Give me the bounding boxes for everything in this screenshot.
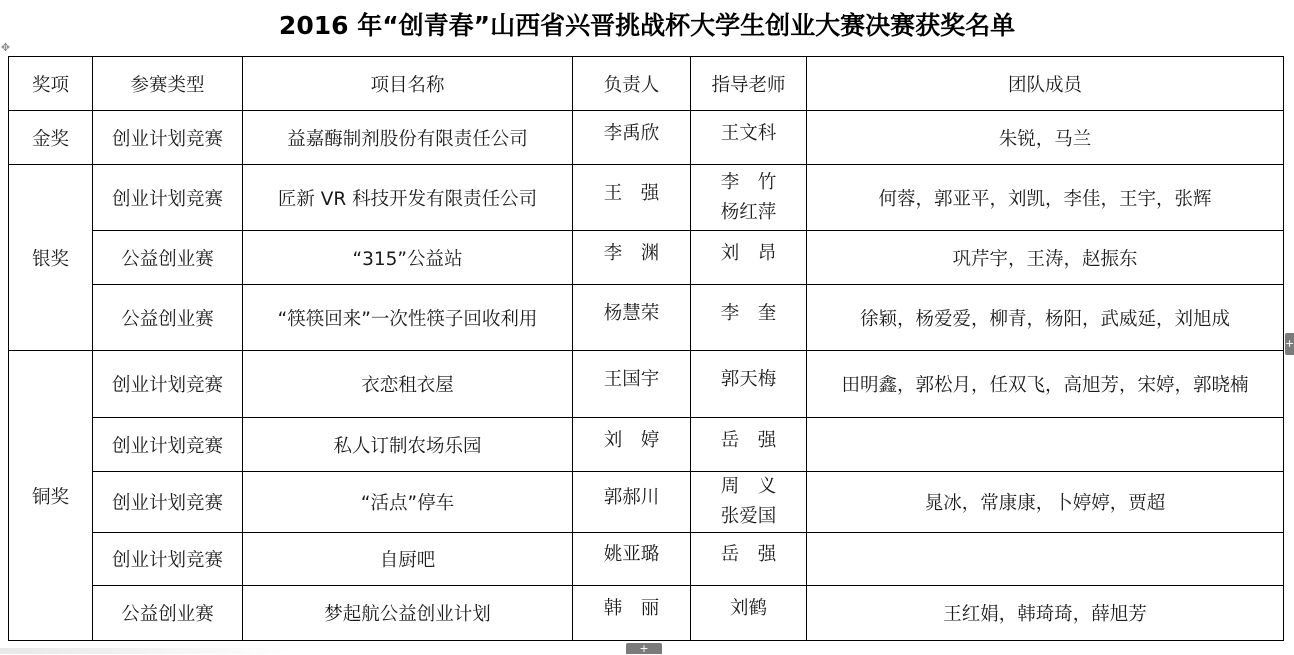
table-row: [9, 533, 1284, 586]
table-move-handle-icon[interactable]: ✥: [0, 41, 11, 54]
row-members: 徐颖，杨爱爱，柳青，杨阳，武威延，刘旭成: [807, 285, 1284, 351]
row-members: [807, 418, 1284, 472]
row-type: 公益创业赛: [93, 586, 243, 641]
leader-name: 李 渊: [603, 242, 660, 264]
advisor-name: 李 奎: [720, 302, 777, 324]
row-leader: [573, 111, 691, 165]
row-project: 梦起航公益创业计划: [243, 586, 573, 641]
row-type: 公益创业赛: [93, 231, 243, 285]
advisor-name-2: 杨红萍: [720, 201, 777, 223]
leader-name: 郭郝川: [603, 487, 660, 508]
row-members: 晁冰，常康康，卜婷婷，贾超: [807, 472, 1284, 533]
row-leader: [573, 472, 691, 533]
advisor-name: 李 竹: [720, 171, 777, 193]
row-advisor: [691, 586, 807, 641]
row-members: 巩芹宇，王涛，赵振东: [807, 231, 1284, 285]
row-type: 创业计划竞赛: [93, 533, 243, 586]
row-type: 创业计划竞赛: [93, 418, 243, 472]
leader-name: 韩 丽: [603, 598, 660, 619]
table-row: [9, 586, 1284, 641]
table-row: [9, 472, 1284, 533]
row-project: “315”公益站: [243, 231, 573, 285]
leader-name: 杨慧荣: [603, 302, 660, 324]
row-advisor: [691, 231, 807, 285]
advisor-name: 王文科: [720, 122, 777, 144]
row-members: 王红娟，韩琦琦，薛旭芳: [807, 586, 1284, 641]
row-members: 何蓉，郭亚平，刘凯，李佳，王宇，张辉: [807, 165, 1284, 231]
row-members: [807, 533, 1284, 586]
advisor-name: 岳 强: [720, 544, 777, 565]
header-project: 项目名称: [243, 57, 573, 111]
row-type: 公益创业赛: [93, 285, 243, 351]
table-row: [9, 111, 1284, 165]
row-type: 创业计划竞赛: [93, 111, 243, 165]
row-leader: [573, 231, 691, 285]
row-leader: [573, 586, 691, 641]
row-leader: [573, 418, 691, 472]
row-project: “活点”停车: [243, 472, 573, 533]
add-column-button[interactable]: +: [1285, 333, 1294, 355]
header-members: 团队成员: [807, 57, 1284, 111]
row-project: “筷筷回来”一次性筷子回收利用: [243, 285, 573, 351]
header-award: 奖项: [9, 57, 93, 111]
table-row: [9, 351, 1284, 418]
row-leader: [573, 533, 691, 586]
advisor-names: [721, 168, 777, 228]
advisor-name: 周 义: [720, 476, 777, 497]
row-members: 田明鑫，郭松月，任双飞，高旭芳，宋婷，郭晓楠: [807, 351, 1284, 418]
row-leader: [573, 351, 691, 418]
leader-name: 王 强: [603, 182, 660, 204]
leader-name: 李禹欣: [603, 122, 660, 144]
table-row: [9, 165, 1284, 231]
award-gold: 金奖: [9, 111, 93, 165]
row-advisor: [691, 533, 807, 586]
row-type: 创业计划竞赛: [93, 351, 243, 418]
header-advisor: 指导老师: [691, 57, 807, 111]
leader-name: 刘 婷: [603, 429, 660, 451]
row-advisor: [691, 472, 807, 533]
row-type: 创业计划竞赛: [93, 472, 243, 533]
advisor-names: [721, 472, 777, 532]
advisor-name: 刘鹤: [729, 598, 767, 619]
page-edge-shadow: [0, 648, 300, 654]
header-type: 参赛类型: [93, 57, 243, 111]
award-silver: 银奖: [9, 165, 93, 351]
award-bronze: 铜奖: [9, 351, 93, 641]
row-leader: [573, 165, 691, 231]
award-table: [8, 56, 1284, 641]
row-project: 衣恋租衣屋: [243, 351, 573, 418]
row-advisor: [691, 285, 807, 351]
row-project: 匠新 VR 科技开发有限责任公司: [243, 165, 573, 231]
row-project: 自厨吧: [243, 533, 573, 586]
row-type: 创业计划竞赛: [93, 165, 243, 231]
leader-name: 姚亚璐: [603, 544, 660, 565]
row-advisor: [691, 418, 807, 472]
row-project: 私人订制农场乐园: [243, 418, 573, 472]
table-row: [9, 285, 1284, 351]
table-row: [9, 418, 1284, 472]
table-row: [9, 231, 1284, 285]
leader-name: 王国宇: [603, 369, 660, 390]
row-advisor: [691, 351, 807, 418]
row-advisor: [691, 165, 807, 231]
advisor-name-2: 张爱国: [720, 506, 777, 527]
add-row-button[interactable]: +: [626, 643, 662, 654]
advisor-name: 刘 昂: [720, 242, 777, 264]
page-title: 2016 年“创青春”山西省兴晋挑战杯大学生创业大赛决赛获奖名单: [278, 11, 1016, 40]
advisor-name: 岳 强: [720, 429, 777, 451]
header-leader: 负责人: [573, 57, 691, 111]
row-advisor: [691, 111, 807, 165]
advisor-name: 郭天梅: [720, 369, 777, 390]
row-leader: [573, 285, 691, 351]
row-members: 朱锐，马兰: [807, 111, 1284, 165]
header-row: [9, 57, 1284, 111]
row-project: 益嘉酶制剂股份有限责任公司: [243, 111, 573, 165]
